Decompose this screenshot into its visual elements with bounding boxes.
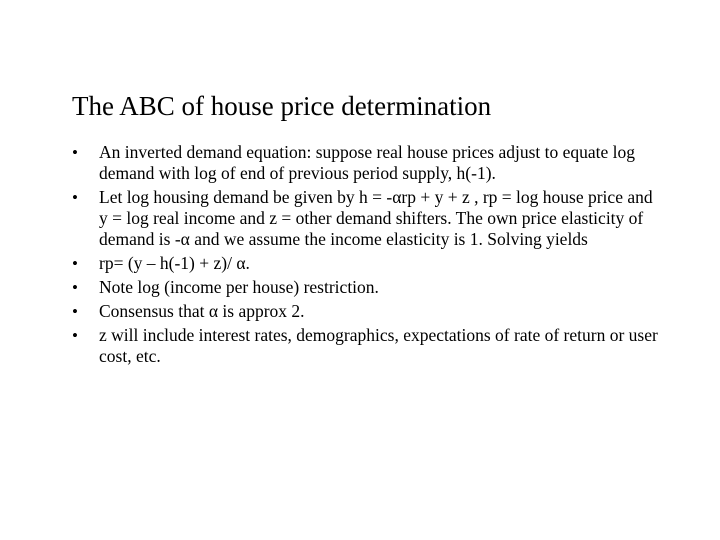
bullet-icon: • [72,326,78,345]
bullet-item [72,325,662,367]
bullet-text: z will include interest rates, demographics, expectations of rate of return or user cost, etc. [99,325,658,366]
bullet-icon: • [72,188,78,207]
bullet-item [72,277,662,298]
bullet-text: Let log housing demand be given by h = -αrp + y + z , rp = log house price and y = log real income and z = other demand shifters. The own price elasticity of demand is -α and we assume the income elasticity is 1. Solving yields [99,187,653,249]
bullet-icon: • [72,302,78,321]
bullet-icon: • [72,278,78,297]
bullet-item [72,253,662,274]
bullet-item [72,187,662,250]
bullet-item [72,301,662,322]
bullet-text: Note log (income per house) restriction. [99,277,379,297]
bullet-text: rp= (y – h(-1) + z)/ α. [99,253,250,273]
bullet-icon: • [72,143,78,162]
bullet-item [72,142,662,184]
bullet-list [72,142,662,370]
bullet-text: An inverted demand equation: suppose real house prices adjust to equate log demand with log of end of previous period supply, h(-1). [99,142,636,183]
bullet-icon: • [72,254,78,273]
bullet-text: Consensus that α is approx 2. [99,301,305,321]
slide-title: The ABC of house price determination [72,91,492,121]
